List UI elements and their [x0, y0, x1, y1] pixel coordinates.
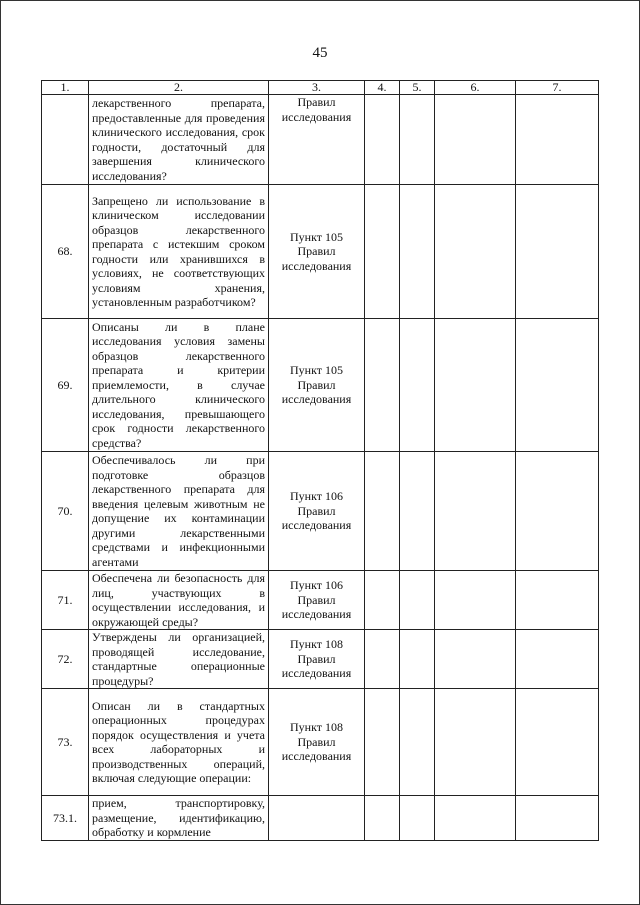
check-cell-4[interactable] [365, 689, 400, 796]
table-row [42, 95, 599, 185]
check-cell-4[interactable] [365, 185, 400, 319]
check-cell-6[interactable] [435, 630, 516, 689]
row-number: 73.1. [42, 796, 89, 841]
row-question: Обеспечивалось ли при подготовке образцов лекарственного препарата для введения целевым животным не допущение их контаминации другими лекарственными средствами и инфекционными агентами [89, 452, 269, 571]
row-question: Запрещено ли использование в клиническом исследовании образцов лекарственного препарата с истекшим сроком годности или хранившихся в условиях, не соответствующих условиям хранения, установленным разработчиком? [89, 185, 269, 319]
table-row [42, 452, 599, 571]
check-cell-4[interactable] [365, 796, 400, 841]
column-header-2: 2. [89, 81, 269, 95]
row-number: 68. [42, 185, 89, 319]
check-cell-6[interactable] [435, 319, 516, 452]
check-cell-6[interactable] [435, 452, 516, 571]
row-source: Пункт 106 Правил исследования [269, 452, 365, 571]
check-cell-7[interactable] [516, 95, 599, 185]
checklist-table [41, 80, 599, 841]
row-question: Утверждены ли организацией, проводящей исследование, стандартные операционные процедуры? [89, 630, 269, 689]
column-header-7: 7. [516, 81, 599, 95]
table-row [42, 796, 599, 841]
column-header-5: 5. [400, 81, 435, 95]
table-row [42, 571, 599, 630]
check-cell-5[interactable] [400, 319, 435, 452]
row-question: лекарственного препарата, предоставленные для проведения клинического исследования, срок годности, достаточный для завершения клинического исследования? [89, 95, 269, 185]
check-cell-5[interactable] [400, 630, 435, 689]
row-question: Описан ли в стандартных операционных процедурах порядок осуществления и учета всех лабораторных и производственных операций, включая следующие операции: [89, 689, 269, 796]
check-cell-7[interactable] [516, 185, 599, 319]
check-cell-5[interactable] [400, 689, 435, 796]
row-source: Правил исследования [269, 95, 365, 185]
row-number: 70. [42, 452, 89, 571]
row-number: 71. [42, 571, 89, 630]
check-cell-5[interactable] [400, 95, 435, 185]
check-cell-7[interactable] [516, 796, 599, 841]
table-row [42, 689, 599, 796]
check-cell-4[interactable] [365, 630, 400, 689]
row-source: Пункт 105 Правил исследования [269, 185, 365, 319]
column-header-4: 4. [365, 81, 400, 95]
check-cell-7[interactable] [516, 571, 599, 630]
column-header-3: 3. [269, 81, 365, 95]
page-number: 45 [312, 45, 328, 61]
check-cell-6[interactable] [435, 95, 516, 185]
row-source: Пункт 108 Правил исследования [269, 689, 365, 796]
check-cell-6[interactable] [435, 796, 516, 841]
check-cell-6[interactable] [435, 185, 516, 319]
row-question: Обеспечена ли безопасность для лиц, участвующих в осуществлении исследования, и окружающей среды? [89, 571, 269, 630]
check-cell-7[interactable] [516, 319, 599, 452]
check-cell-7[interactable] [516, 689, 599, 796]
row-number: 72. [42, 630, 89, 689]
check-cell-4[interactable] [365, 452, 400, 571]
row-number [42, 95, 89, 185]
check-cell-7[interactable] [516, 452, 599, 571]
row-source: Пункт 105 Правил исследования [269, 319, 365, 452]
row-number: 73. [42, 689, 89, 796]
check-cell-4[interactable] [365, 571, 400, 630]
table-row [42, 630, 599, 689]
row-source [269, 796, 365, 841]
row-source: Пункт 108 Правил исследования [269, 630, 365, 689]
check-cell-6[interactable] [435, 689, 516, 796]
table-row [42, 319, 599, 452]
check-cell-7[interactable] [516, 630, 599, 689]
check-cell-6[interactable] [435, 571, 516, 630]
check-cell-5[interactable] [400, 185, 435, 319]
column-header-1: 1. [42, 81, 89, 95]
check-cell-5[interactable] [400, 796, 435, 841]
check-cell-5[interactable] [400, 571, 435, 630]
header-row [42, 81, 599, 95]
row-question: Описаны ли в плане исследования условия замены образцов лекарственного препарата и критерии приемлемости, в случае длительного клинического исследования, превышающего срок годности лекарственного средства? [89, 319, 269, 452]
check-cell-5[interactable] [400, 452, 435, 571]
check-cell-4[interactable] [365, 319, 400, 452]
column-header-6: 6. [435, 81, 516, 95]
row-question: прием, транспортировку, размещение, идентификацию, обработку и кормление [89, 796, 269, 841]
table-row [42, 185, 599, 319]
row-source: Пункт 106 Правил исследования [269, 571, 365, 630]
row-number: 69. [42, 319, 89, 452]
check-cell-4[interactable] [365, 95, 400, 185]
